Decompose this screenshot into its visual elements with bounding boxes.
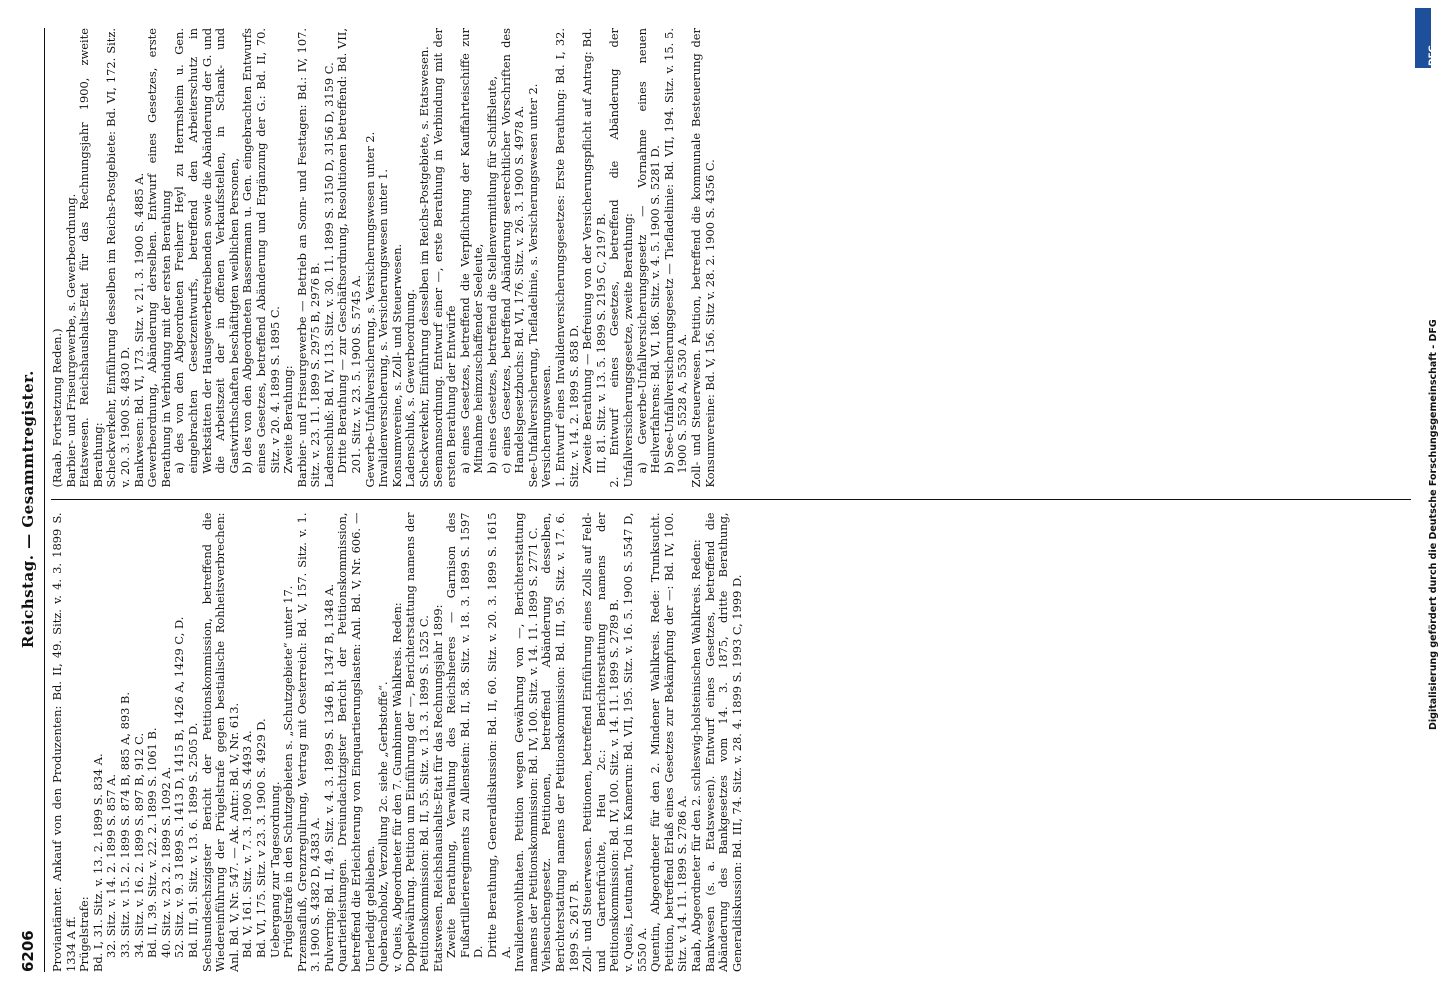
- left-column-line: Quebrachoholz, Verzollung 2c. siehe „Gerbstoffe“.: [376, 681, 391, 972]
- right-column-line: a) Gewerbe-Unfallversicherungsgesetz — Vornahme eines neuen Heilverfahrens: Bd. VI, 186. Sitz. v. 4. 5. 1900 S. 5281 D.: [634, 28, 663, 474]
- left-column-line: 33. Sitz. v. 15. 2. 1899 S. 874 B, 885 A, 893 B.: [117, 692, 132, 958]
- left-column-line: Raab, Abgeordneter für den 2. schleswig-holsteinischen Wahlkreis. Reden:: [688, 539, 703, 972]
- page-title: Reichstag. — Gesammtregister.: [19, 370, 37, 649]
- right-column-line: 1. Entwurf eines Invalidenversicherungsgesetzes: Erste Berathung: Bd. I, 32. Sitz. v. 14. 2. 1899 S. 858 D.: [552, 28, 581, 488]
- left-column: [51, 513, 1411, 973]
- right-column-line: Barbier- und Friseurgewerbe — Betrieb an Sonn- und Festtagen: Bd.: IV, 107. Sitz. v. 23. 11. 1899 S. 2975 B, 2976 B.: [294, 28, 323, 488]
- left-column-line: Sechsundsechszigster Bericht der Petitionskommission, betreffend die Wiedereinführung der Prügelstrafe gegen bestialische Rohheitsverbrechen: Anl. Bd. V, Nr. 547. — Ak. Antr.: Bd. V, Nr. 613.: [199, 512, 241, 972]
- left-column-line: Invalidenwohlthaten. Petition wegen Gewährung von —, Berichterstattung namens der Petitionskommission: Bd. IV, 100. Sitz. v. 14. 11. 1899 S. 2771 C.: [512, 512, 540, 972]
- right-column-line: b) des von den Abgeordneten Bassermann u. Gen. eingebrachten Entwurfs eines Gesetzes, betreffend Abänderung und Ergänzung der G.: Bd. II, 70. Sitz. v 20. 4. 1899 S. 1895 C.: [240, 28, 282, 474]
- right-column-line: Dritte Berathung — zur Geschäftsordnung, Resolutionen betreffend: Bd. VII, 201. Sitz. v. 23. 5. 1900 S. 5745 A.: [335, 28, 364, 474]
- right-column-line: Konsumvereine, s. Zoll- und Steuerwesen.: [389, 243, 404, 488]
- page-header: [19, 28, 45, 972]
- left-column-line: 34. Sitz. v. 16. 2. 1899 S. 897 B, 912 C.: [131, 732, 146, 958]
- right-column-line: Seemannsordnung. Entwurf einer —, erste Berathung in Verbindung mit der ersten Berathung der Entwürfe: [430, 28, 459, 488]
- right-column-line: Gewerbe-Unfallversicherung, s. Versicherungswesen unter 2.: [362, 131, 377, 488]
- left-column-line: Bd. VI, 175. Sitz. v 23. 3. 1900 S. 4929 D.: [253, 718, 268, 958]
- left-column-line: v. Queis, Abgeordneter für den 7. Gumbinner Wahlkreis. Reden:: [389, 602, 404, 972]
- right-column-line: b) See-Unfallversicherungsgesetz — Tiefladelinie: Bd. VII, 194. Sitz. v. 15. 5. 1900 S. 5528 A, 5530 A.: [661, 28, 690, 474]
- right-column-line: a) eines Gesetzes, betreffend die Verpflichtung der Kauffahrteischiffe zur Mitnahme heimzuschaffender Seeleute,: [457, 28, 486, 474]
- left-column-line: Bankwesen (s. a. Etatswesen). Entwurf eines Gesetzes, betreffend die Abänderung des Bankgesetzes vom 14. 3. 1875, dritte Berathung, Generaldiskussion: Bd. III, 74. Sitz. v. 28. 4. 1899 S. 1993 C, 1999 D.: [702, 512, 744, 972]
- left-column-line: 40. Sitz. v. 23. 2. 1899 S. 1092 A.: [158, 766, 173, 958]
- right-column-line: Zweite Berathung — Befreiung von der Versicherungspflicht auf Antrag: Bd. III, 81. Sitz. v. 13. 5. 1899 S. 2195 C, 2197 B.: [580, 28, 608, 474]
- left-column-line: Viehseuchengesetz. Petitionen, betreffend Abänderung desselben, Berichterstattung namens der Petitionskommission: Bd. III, 95. Sitz. v. 17. 6. 1899 S. 2617 B.: [539, 512, 581, 972]
- right-column-line: Ladenschluß: Bd. IV, 113. Sitz. v. 30. 11. 1899 S. 3150 D, 3156 D, 3159 C.: [321, 62, 336, 488]
- right-column: [51, 28, 1411, 488]
- right-column-line: Bankwesen: Bd. VI, 173. Sitz. v. 21. 3. 1900 S. 4885 A.: [131, 172, 146, 488]
- right-column-line: Zweite Berathung:: [281, 365, 296, 474]
- left-column-line: 52. Sitz. v. 9. 3 1899 S. 1413 D, 1415 B, 1426 A, 1429 C, D.: [172, 616, 187, 958]
- dfg-logo-text: DFG: [1428, 44, 1438, 66]
- left-column-line: Quentin, Abgeordneter für den 2. Mindener Wahlkreis. Rede: Trunksucht. Petition, betreffend Erlaß eines Gesetzes zur Bekämpfung der —: Bd. IV, 100. Sitz. v. 14. 11. 1899 S. 2786 A.: [648, 512, 690, 972]
- left-column-line: Bd. I, 31. Sitz. v. 13. 2. 1899 S. 834 A.: [90, 753, 105, 972]
- text-columns: [51, 28, 1411, 972]
- right-column-line: b) eines Gesetzes, betreffend die Stellenvermittlung für Schiffsleute,: [485, 75, 499, 474]
- right-column-line: Versicherungswesen.: [539, 364, 554, 488]
- right-column-line: a) des von den Abgeordneten Freiherr Heyl zu Herrnsheim u. Gen. eingebrachten Gesetzentwurfs, betreffend den Arbeiterschutz in Werkstätten der Hausgewerbetreibenden sowie die Abänderung der G. und die Arbeitszeit der in offenen Verkaufsstellen, in Schank- und Gastwirthschaften beschäftigten weiblichen Personen,: [172, 28, 241, 474]
- right-column-line: Ladenschluß, s. Gewerbeordnung.: [403, 288, 418, 488]
- right-column-line: 2. Entwurf eines Gesetzes, betreffend die Abänderung der Unfallversicherungsgesetze, zweite Berathung:: [607, 28, 635, 488]
- right-column-line: Invalidenversicherung, s. Versicherungswesen unter 1.: [376, 168, 391, 488]
- right-column-line: See-Unfallversicherung, Tiefladelinie, s. Versicherungswesen unter 2.: [525, 83, 540, 488]
- left-column-line: Bd. V, 161. Sitz. v. 7. 3. 1900 S. 4493 A.: [240, 730, 255, 958]
- left-column-line: Pulverring: Bd. II, 49. Sitz. v. 4. 3. 1899 S. 1346 B, 1347 B, 1348 A.: [321, 583, 336, 972]
- digitization-note: [1416, 110, 1439, 730]
- left-column-line: 32. Sitz. v. 14. 2. 1899 S. 857 A.: [104, 773, 119, 958]
- left-column-line: Uebergang zur Tagesordnung.: [267, 781, 282, 958]
- right-column-line: Zoll- und Steuerwesen. Petition, betreffend die kommunale Besteuerung der Konsumvereine: Bd. V, 156. Sitz v. 28. 2. 1900 S. 4356 C.: [688, 28, 717, 488]
- column-divider: [51, 500, 1411, 501]
- left-column-line: Prügelstrafe in den Schutzgebieten s. „Schutzgebiete“ unter 17.: [281, 585, 296, 958]
- right-column-line: (Raab. Fortsetzung Reden.): [50, 328, 64, 488]
- left-column-line: Przemsafluß, Grenzregulirung, Vertrag mit Oesterreich: Bd. V, 157. Sitz. v. 1. 3. 1900 S. 4382 D, 4383 A.: [294, 512, 323, 972]
- left-column-line: Bd. II, 39. Sitz. v. 22. 2. 1899 S. 1061 B.: [145, 727, 160, 958]
- digitization-note-text: Digitalisierung gefördert durch die Deutsche Forschungsgemeinschaft - DFG: [1428, 319, 1439, 730]
- left-column-line: v. Queis, Leutnant, Tod in Kamerun: Bd. VII, 195. Sitz. v. 16. 5. 1900 S. 5547 D, 5550 A.: [620, 512, 649, 972]
- right-column-line: Gewerbeordnung, Abänderung derselben. Entwurf eines Gesetzes, erste Berathung in Verbindung mit der ersten Berathung: [145, 28, 173, 488]
- left-column-line: Proviantämter. Ankauf von den Produzenten: Bd. II, 49. Sitz. v. 4. 3. 1899 S. 1334 A ff.: [50, 512, 78, 972]
- left-column-line: Doppelwährung. Petition um Einführung der —, Berichterstattung namens der Petitionskommission: Bd. II, 55. Sitz. v. 13. 3. 1899 S. 1525 C.: [403, 512, 432, 972]
- left-column-line: Prügelstrafe:: [77, 896, 92, 972]
- right-column-line: Scheckverkehr, Einführung desselben im Reichs-Postgebiete: Bd. VI, 172. Sitz. v. 20. 3. 1900 S. 4830 D.: [104, 28, 132, 488]
- right-column-line: Barbier- und Friseurgewerbe, s. Gewerbeordnung.: [63, 193, 78, 488]
- left-column-line: Bd. III, 91. Sitz. v. 13. 6. 1899 S. 2505 D.: [185, 722, 200, 958]
- page-number: 6206: [19, 930, 37, 972]
- left-column-line: Zoll- und Steuerwesen. Petitionen, betreffend Einführung eines Zolls auf Feld- und Gartenfrüchte, Heu 2c.: Berichterstattung namens der Petitionskommission: Bd. IV, 100. Sitz. v. 14. 11. 1899 S. 2789 B.: [580, 512, 622, 972]
- register-page: [12, 10, 1422, 990]
- right-column-line: Etatswesen. Reichshaushalts-Etat für das Rechnungsjahr 1900, zweite Berathung:: [77, 28, 105, 488]
- right-column-line: c) eines Gesetzes, betreffend Abänderung seerechtlicher Vorschriften des Handelsgesetzbuchs: Bd. VI, 176. Sitz. v. 26. 3. 1900 S. 4978 A.: [498, 28, 527, 474]
- left-column-line: Quartierleistungen. Dreiundachtzigster Bericht der Petitionskommission, betreffend die Erleichterung von Einquartierungslasten: Anl. Bd. V, Nr. 606. — Unerledigt geblieben.: [335, 512, 377, 972]
- left-column-line: Etatswesen. Reichshaushalts-Etat für das Rechnungsjahr 1899:: [430, 604, 445, 972]
- right-column-line: Scheckverkehr, Einführung desselben im Reichs-Postgebiete, s. Etatswesen.: [417, 46, 432, 488]
- dfg-logo: [1415, 8, 1438, 68]
- left-column-line: Dritte Berathung, Generaldiskussion: Bd. II, 60. Sitz. v. 20. 3. 1899 S. 1615 A.: [485, 512, 513, 958]
- left-column-line: Zweite Berathung, Verwaltung des Reichsheeres — Garnison des Fußartillerieregiments zu Allenstein: Bd. II, 58. Sitz. v. 18. 3. 1899 S. 1597 D.: [444, 512, 486, 958]
